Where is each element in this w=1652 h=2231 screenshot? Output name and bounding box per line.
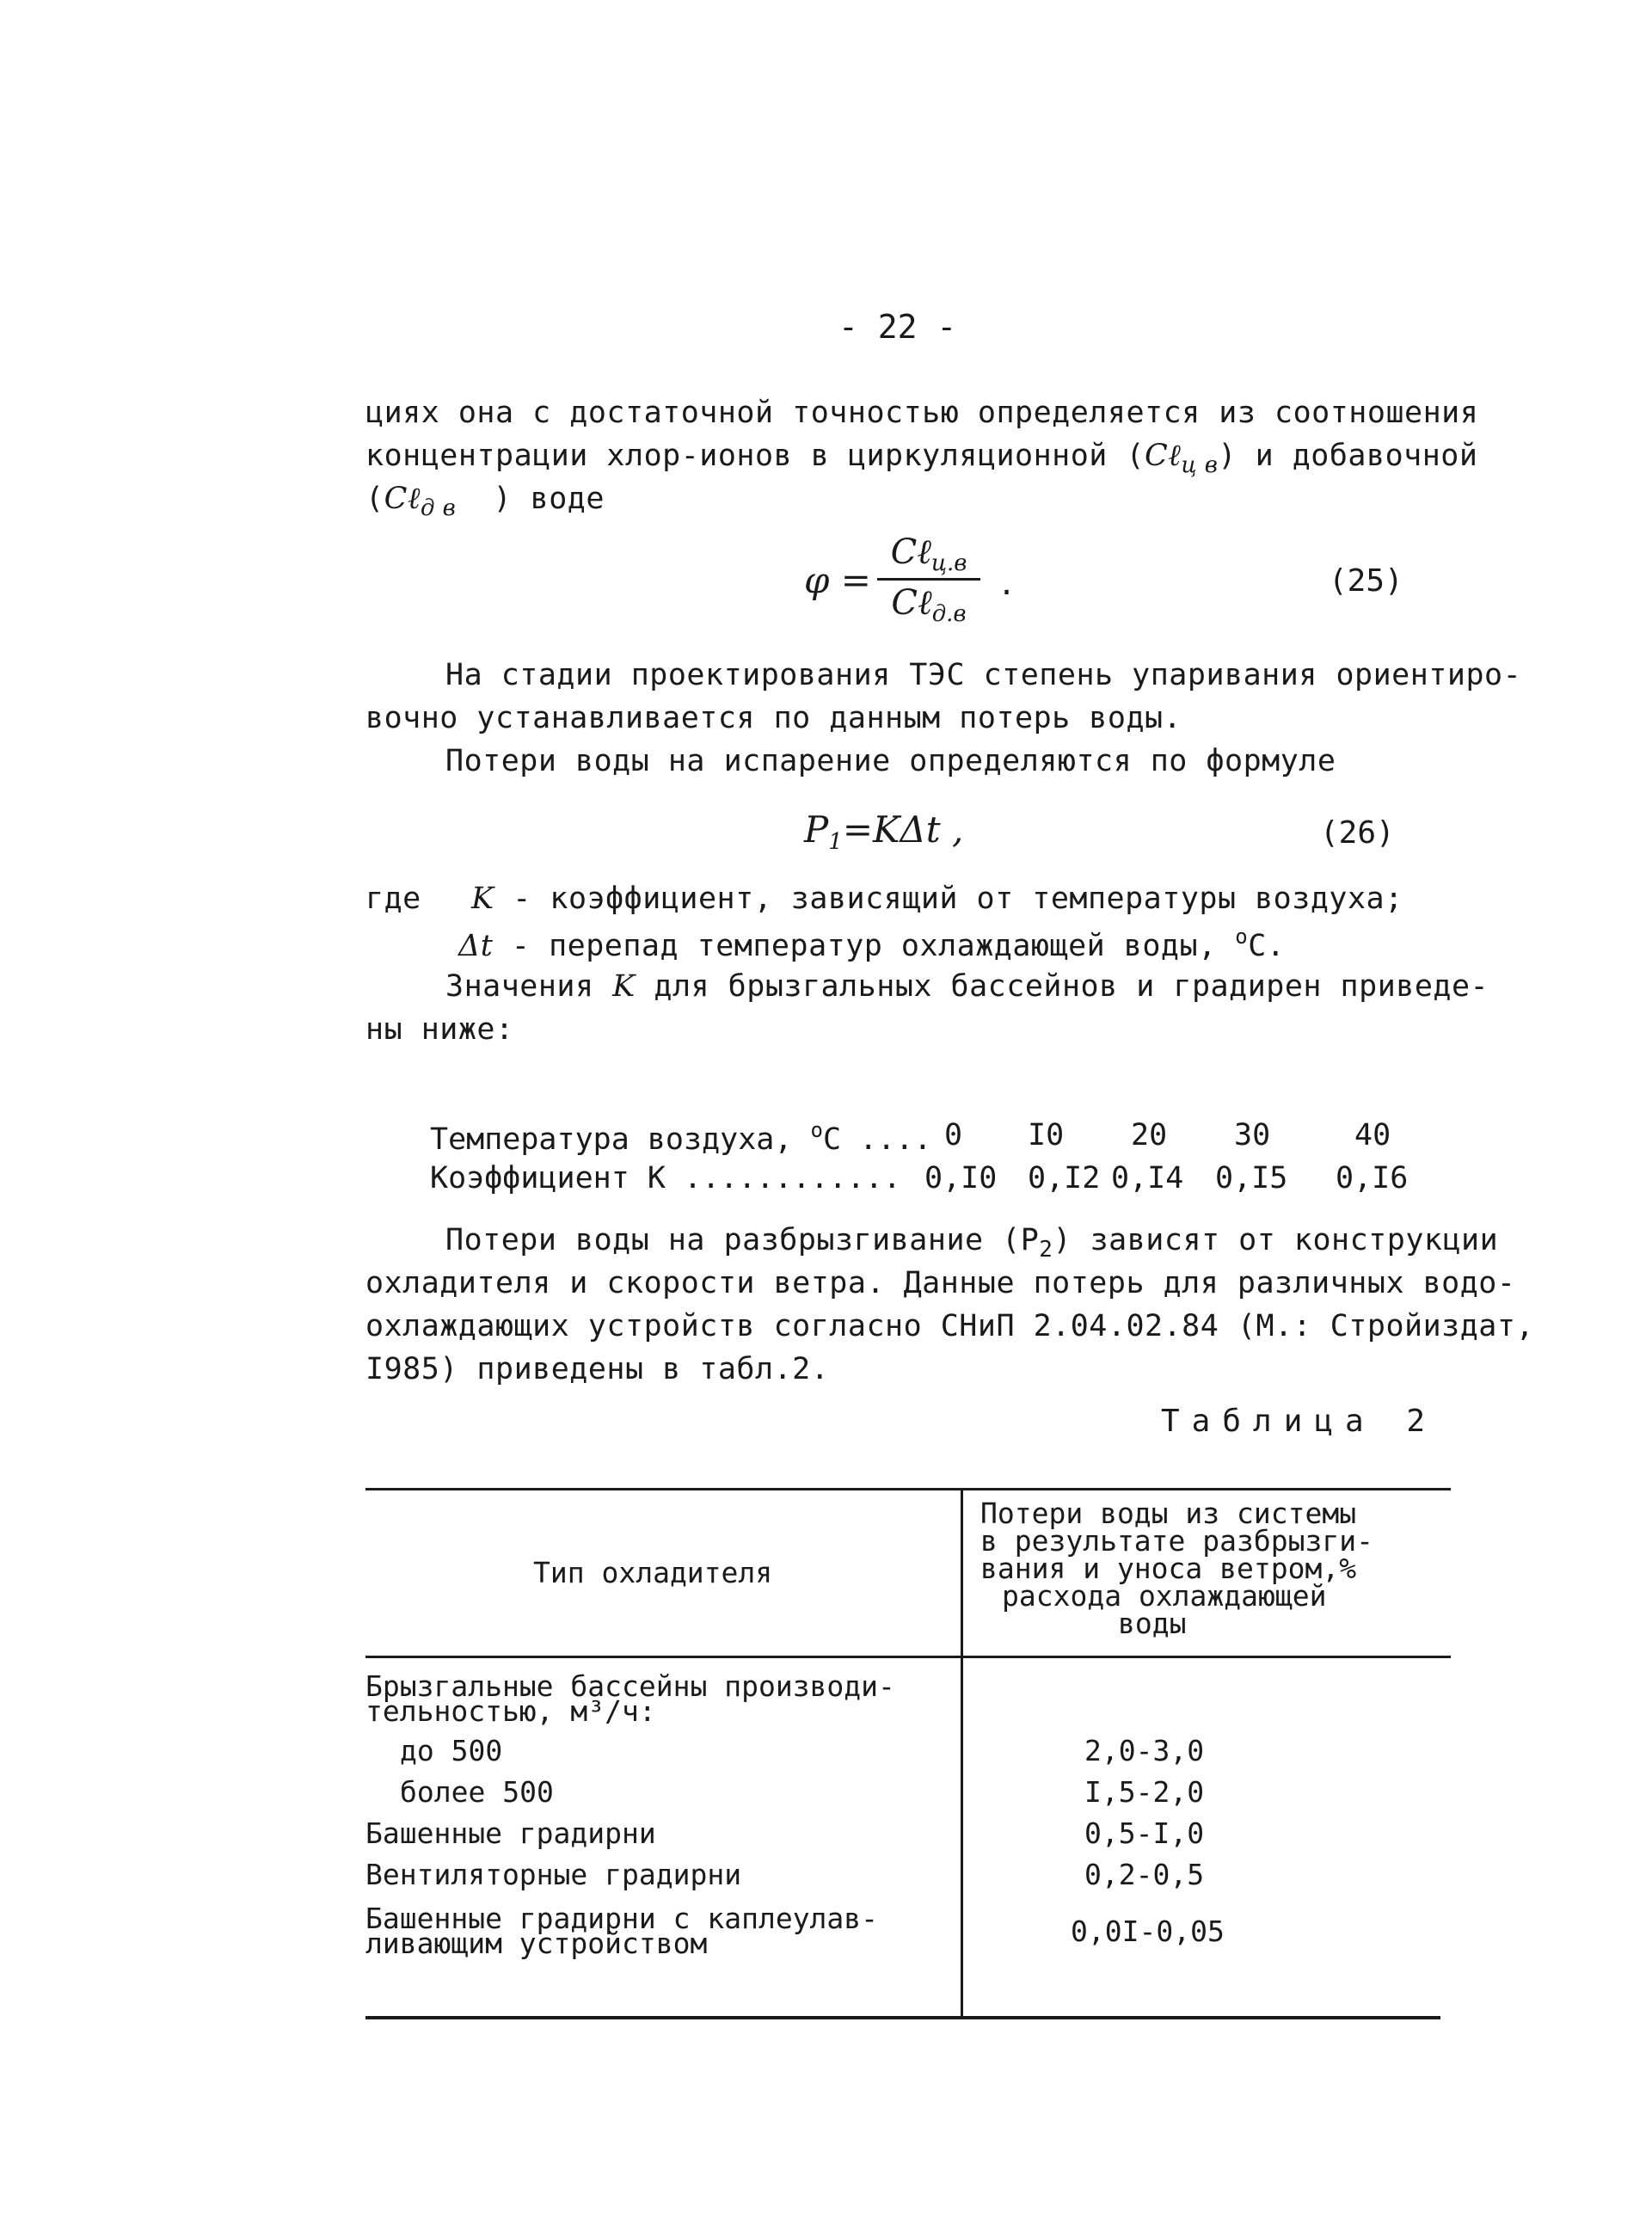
paragraph3: Потери воды на испарение определяются по формуле xyxy=(445,744,1336,778)
table-header-rule xyxy=(365,1656,1451,1658)
where-label: где xyxy=(365,882,421,916)
formula26 xyxy=(804,808,963,855)
table-row-4-value: 0,5-I,0 xyxy=(1084,1816,1205,1850)
table-row-3-label: более 500 xyxy=(400,1775,554,1809)
page-number: - 22 - xyxy=(838,308,957,346)
paragraph1-line2 xyxy=(365,439,1477,478)
chloride-makeup-symbol: Cℓ xyxy=(384,482,421,516)
chloride-circulating-symbol: Cℓ xyxy=(1145,439,1182,473)
paragraph5-text-b: ) зависят от конструкции xyxy=(1053,1223,1499,1257)
paragraph5-line2: охладителя и скорости ветра. Данные потерь для различных водо- xyxy=(365,1266,1516,1300)
table-top-rule xyxy=(365,1488,1451,1490)
formula25-trail: . xyxy=(998,568,1016,602)
paragraph1-line2-text-b: ) и добавочной xyxy=(1218,439,1478,473)
formula25-lhs: φ = xyxy=(804,559,871,601)
paragraph5-line1 xyxy=(445,1223,1498,1263)
paragraph4-text-b: для брызгальных бассейнов и градирен приведе- xyxy=(654,969,1489,1004)
formula25-number: (25) xyxy=(1329,563,1403,599)
coef-value-2: 0,I4 xyxy=(1111,1161,1184,1195)
paragraph1-line3-text-a: ( xyxy=(365,482,384,516)
temp-value-3: 30 xyxy=(1234,1118,1271,1152)
formula25-fraction-bar xyxy=(877,578,980,581)
chloride-makeup-subscript: д в xyxy=(420,495,457,521)
table-head-col2-line2: в результате разбрызги- xyxy=(980,1524,1373,1558)
paragraph5-text-a: Потери воды на разбрызгивание (P xyxy=(445,1223,1040,1257)
table-row-6-value: 0,0I-0,05 xyxy=(1071,1914,1225,1948)
table-head-col2-line3: вания и уноса ветром,% xyxy=(980,1552,1357,1585)
paragraph1-line3 xyxy=(365,482,605,521)
formula25-numerator: Cℓц.в xyxy=(890,532,967,576)
formula25-fraction xyxy=(877,532,980,627)
paragraph4-text-a: Значения xyxy=(445,969,594,1004)
formula26-p-subscript: 1 xyxy=(828,829,843,855)
temp-label: Температура воздуха, $^o$C .... xyxy=(430,1118,932,1157)
table-title: Таблица 2 xyxy=(1161,1404,1438,1439)
coef-value-1: 0,I2 xyxy=(1028,1161,1101,1195)
where-k-description: - коэффициент, зависящий от температуры воздуха; xyxy=(513,882,1403,916)
table-row-1-label-line1: Брызгальные бассейны производи- xyxy=(365,1669,895,1703)
where-dt-line xyxy=(458,925,1285,963)
where-k-line xyxy=(471,882,1403,916)
table-column-divider xyxy=(961,1488,963,2019)
chloride-circulating-subscript: ц в xyxy=(1181,452,1219,478)
formula26-rhs: =KΔt , xyxy=(842,808,964,851)
where-dt-description: - перепад температур охлаждающей воды, xyxy=(511,929,1217,963)
table-head-col1: Тип охладителя xyxy=(533,1556,773,1589)
formula25-denominator: Cℓд.в xyxy=(891,583,967,627)
table-row-4-label: Башенные градирни xyxy=(365,1816,656,1850)
table-row-2-value: 2,0-3,0 xyxy=(1084,1734,1205,1767)
table-2 xyxy=(365,1488,1451,2019)
paragraph4-line1 xyxy=(445,969,1489,1004)
temp-value-0: 0 xyxy=(944,1118,963,1152)
paragraph5-line3: охлаждающих устройств согласно СНиП 2.04.02.84 (М.: Стройиздат, xyxy=(365,1309,1535,1343)
where-dt-unit: C. xyxy=(1248,929,1286,963)
table-row-5-value: 0,2-0,5 xyxy=(1084,1858,1205,1891)
temp-value-1: I0 xyxy=(1028,1118,1065,1152)
paragraph4-k-symbol: K xyxy=(612,969,636,1004)
table-head-col2-line5: воды xyxy=(1118,1607,1187,1640)
coef-value-4: 0,I6 xyxy=(1336,1161,1409,1195)
table-head-col2-line1: Потери воды из системы xyxy=(980,1497,1357,1530)
table-row-5-label: Вентиляторные градирни xyxy=(365,1858,742,1891)
paragraph4-line2: ны ниже: xyxy=(365,1012,514,1047)
formula26-p: P xyxy=(804,808,829,851)
where-k-symbol: K xyxy=(471,882,494,916)
paragraph1-line1: циях она с достаточной точностью определяется из соотношения xyxy=(365,396,1479,430)
paragraph2-line1: На стадии проектирования ТЭС степень упаривания ориентиро- xyxy=(445,658,1522,692)
paragraph5-p2-subscript: 2 xyxy=(1039,1237,1053,1263)
table-row-1-label-line2: тельностью, м³/ч: xyxy=(365,1694,656,1728)
table-row-3-value: I,5-2,0 xyxy=(1084,1775,1205,1809)
paragraph2-line2: вочно устанавливается по данным потерь воды. xyxy=(365,701,1182,735)
paragraph1-line2-text-a: концентрации хлор-ионов в циркуляционной ( xyxy=(365,439,1145,473)
paragraph1-line3-text-b: ) воде xyxy=(493,482,605,516)
temp-value-4: 40 xyxy=(1354,1118,1391,1152)
where-dt-symbol: Δt xyxy=(458,929,494,963)
paragraph5-line4: I985) приведены в табл.2. xyxy=(365,1352,830,1386)
formula26-number: (26) xyxy=(1320,815,1395,851)
table-head-col2-line4: расхода охлаждающей xyxy=(1002,1579,1327,1613)
table-row-6-label-line1: Башенные градирни с каплеулав- xyxy=(365,1902,879,1935)
table-row-6-label-line2: ливающим устройством xyxy=(365,1927,708,1960)
temp-value-2: 20 xyxy=(1131,1118,1168,1152)
table-row-2-label: до 500 xyxy=(400,1734,503,1767)
where-dt-degree: o xyxy=(1235,925,1249,949)
coef-label: Коэффициент К ............ xyxy=(430,1161,901,1195)
coef-value-3: 0,I5 xyxy=(1215,1161,1288,1195)
coef-value-0: 0,I0 xyxy=(924,1161,998,1195)
table-bottom-rule xyxy=(365,2016,1440,2019)
